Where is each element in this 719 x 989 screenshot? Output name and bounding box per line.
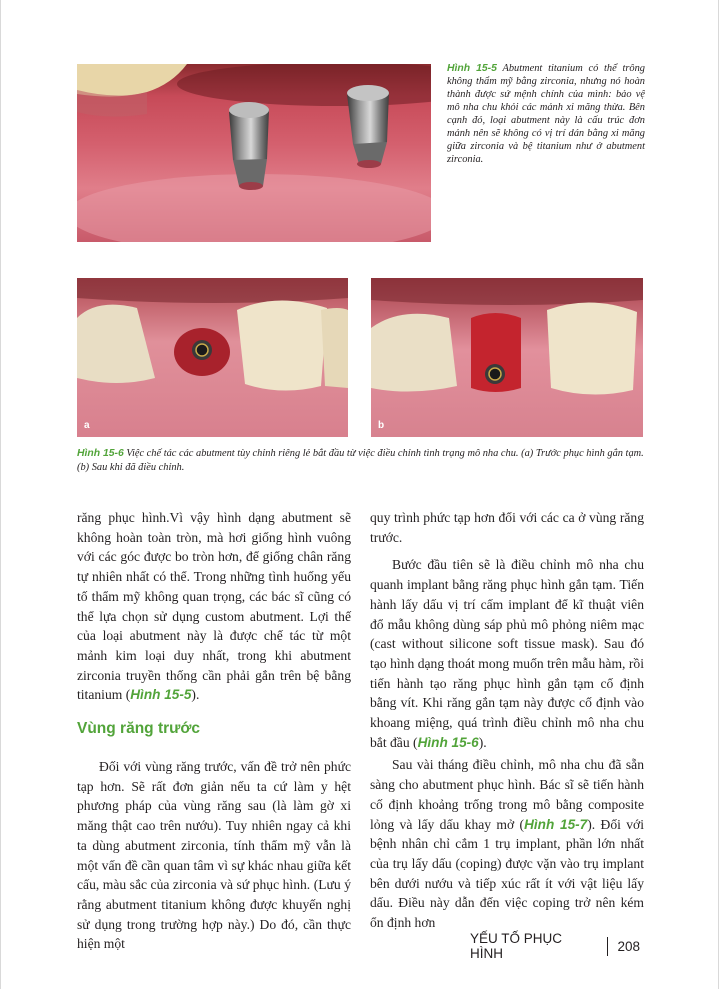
figure-ref-15-7[interactable]: Hình 15-7 <box>524 816 588 832</box>
figure-15-5-caption <box>447 62 645 166</box>
figure-ref-15-5[interactable]: Hình 15-5 <box>130 687 192 703</box>
figure-15-5-caption-text: Abutment titanium có thể trông không thẩm mỹ bằng zirconia, nhưng nó hoàn thành được sứ mệnh chính của mình: bảo vệ mô nha chu khỏi các mảnh xi măng thừa. Bên cạnh đó, loại abutment này là cấu trúc đơn mảnh nên sẽ không có vị trí dán bằng xi măng giữa zirconia và bệ titanium như ở abutment zirconia. <box>447 63 645 165</box>
figure-ref-15-6[interactable]: Hình 15-6 <box>417 734 479 750</box>
footer-section-title: YẾU TỐ PHỤC HÌNH <box>470 931 563 961</box>
right-paragraph-1: quy trình phức tạp hơn đối với các ca ở vùng răng trước. <box>370 510 644 545</box>
left-paragraph-2: Đối với vùng răng trước, vấn đề trở nên phức tạp hơn. Sẽ rất đơn giản nếu ta cứ làm y hệt phương pháp của vùng răng sau (là làm gờ xi măng thật cao trên nướu). Tuy nhiên ngay cả khi ta dùng abutment zirconia, tính thẩm mỹ vẫn là một vấn đề cần quan tâm vì sự khác nhau giữa kết cấu, màu sắc của zirconia và sứ phục hình. (Lưu ý rằng abutment titanium không được khuyến nghị sử dụng trong trường hợp này.) Do đó, cần thực hiện một <box>77 759 351 952</box>
page-footer <box>470 931 640 961</box>
footer-divider <box>607 937 608 956</box>
figure-15-6b-label: b <box>378 420 385 431</box>
page-number: 208 <box>617 938 640 954</box>
figure-15-6-caption <box>77 447 645 474</box>
figure-15-5-photo <box>77 64 431 242</box>
figure-15-6-caption-text: Việc chế tác các abutment tùy chỉnh riêng lẻ bắt đầu từ việc điều chỉnh tình trạng mô nha chu. (a) Trước phục hình gắn tạm. (b) Sau khi đã điều chỉnh. <box>77 448 644 473</box>
figure-15-6a-photo <box>77 278 348 437</box>
right-column <box>370 508 644 933</box>
left-paragraph-1: răng phục hình.Vì vậy hình dạng abutment sẽ không hoàn toàn tròn, mà hơi giống hình vuông với các góc được bo tròn hơn, để giống chân răng tự nhiên nhất có thể. Trong những tình huống yếu tố thẩm mỹ không quan trọng, các bác sĩ cũng có thể lựa chọn sử dụng custom abutment. Lợi thế của loại abutment này là được chế tác từ một mảnh kim loại duy nhất, trong khi abutment zirconia truyền thống cần phải gắn trên bệ bằng titanium (Hình 15-5). <box>77 510 351 703</box>
figure-15-6a-label: a <box>84 420 90 431</box>
figure-15-5-ref: Hình 15-5 <box>447 63 497 74</box>
section-heading: Vùng răng trước <box>77 720 201 738</box>
figure-15-6-ref: Hình 15-6 <box>77 448 124 459</box>
right-paragraph-3: Sau vài tháng điều chỉnh, mô nha chu đã sẵn sàng cho abutment phục hình. Bác sĩ sẽ tiến hành cố định khoảng trống trong mô bằng composite lỏng và lấy dấu khay mở (Hình 15-7). Đối với bệnh nhân chỉ cắm 1 trụ implant, phần lớn nhất của trụ lấy dấu (coping) được vặn vào trụ implant bên dưới nướu và tiếp xúc rất ít với vật liệu lấy dấu. Điều này dẫn đến việc coping trở nên kém ổn định hơn <box>370 757 645 931</box>
right-paragraph-2: Bước đầu tiên sẽ là điều chỉnh mô nha chu quanh implant bằng răng phục hình gắn tạm. Tiến hành lấy dấu vị trí cấm implant để kĩ thuật viên đổ mẫu không dùng sáp phủ mô phỏng niêm mạc (cast without silicone soft tissue mask). Sau đó tạo hình dạng thoát mong muốn trên mẫu hàm, rồi tiến hành tạo răng phục hình gắn tạm cố định bằng vít. Khi răng gắn tạm này được cố định vào khoang miệng, quá trình điều chỉnh mô nha chu bắt đầu (Hình 15-6). <box>370 557 644 750</box>
figure-15-6b-photo <box>371 278 643 437</box>
left-column <box>77 508 351 954</box>
